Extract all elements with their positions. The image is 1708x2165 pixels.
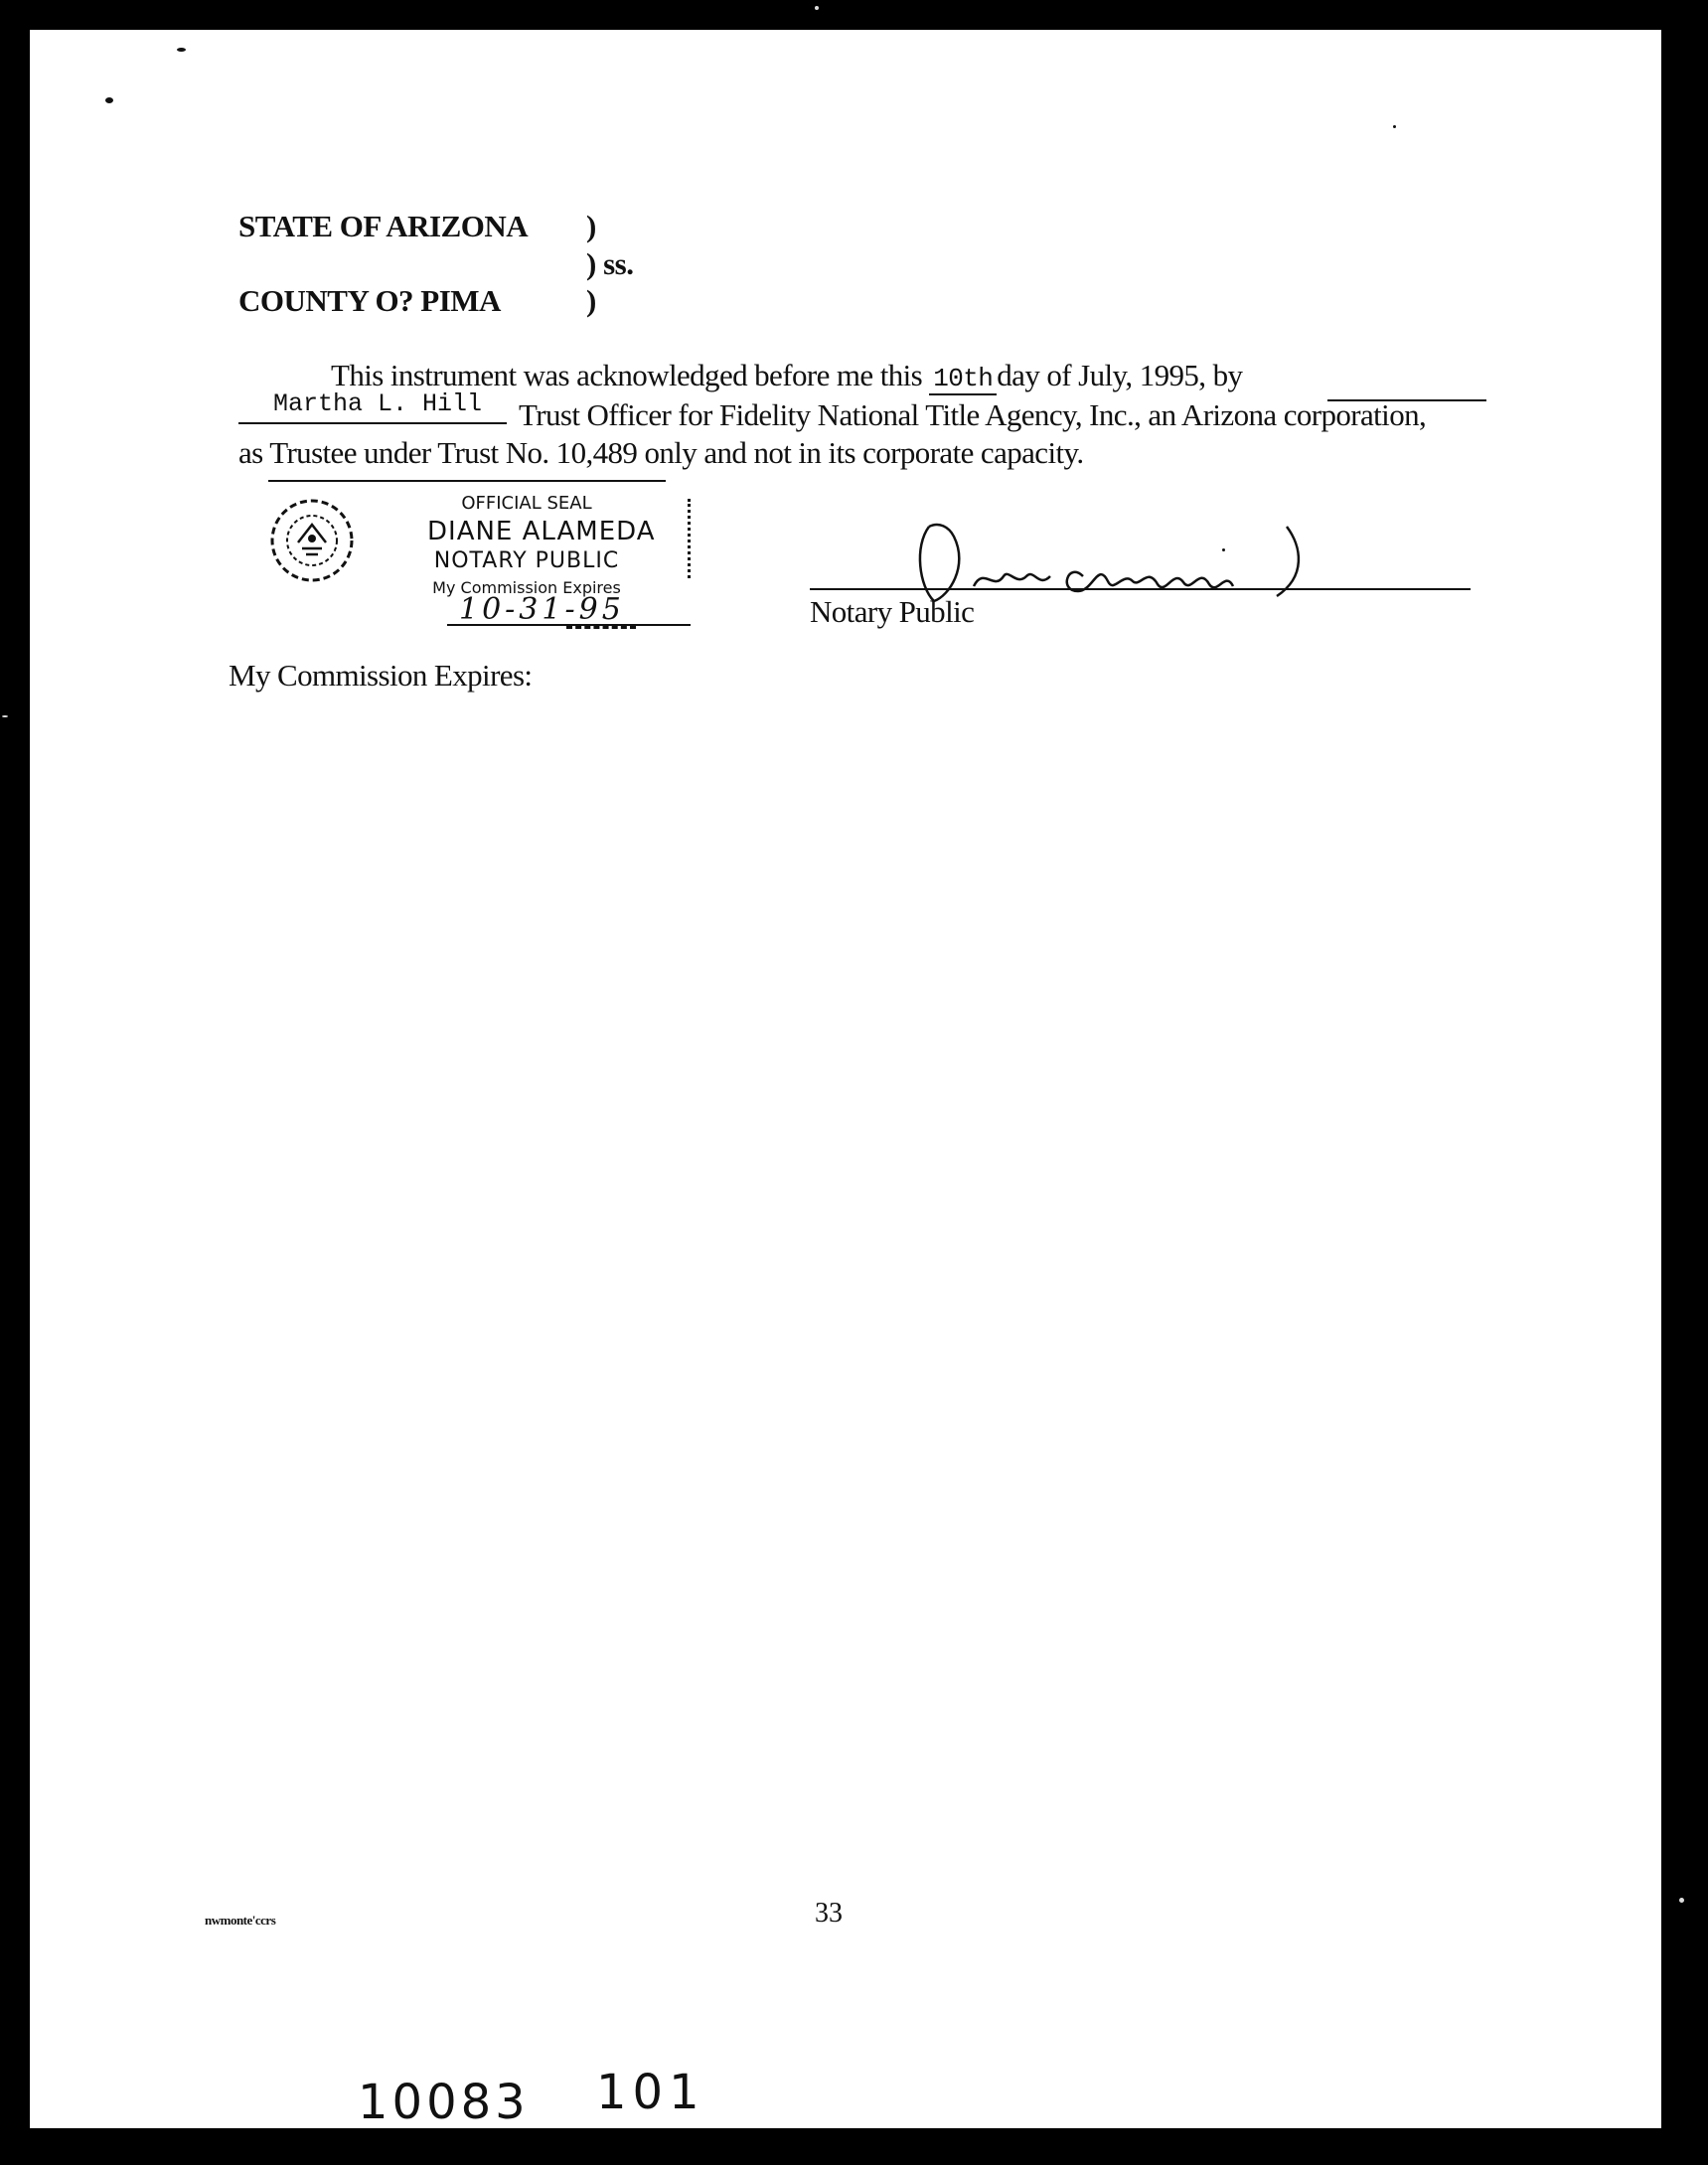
seal-commission-label: My Commission Expires <box>432 578 621 597</box>
ss-mark: ) ss. <box>586 246 634 281</box>
scan-speck <box>105 97 113 103</box>
ack-line-1-pre: This instrument was acknowledged before me this <box>331 358 923 392</box>
paren-bottom: ) <box>586 283 596 318</box>
document-page <box>30 30 1661 2128</box>
file-reference: nwmonte'ccrs <box>205 1913 276 1928</box>
recording-page: 101 <box>596 2065 705 2120</box>
ack-line-2: Trust Officer for Fidelity National Title Agency, Inc., an Arizona corporation, <box>519 397 1427 432</box>
county-heading: COUNTY O? PIMA <box>238 283 501 318</box>
border-speck <box>2 715 8 717</box>
paren-top: ) <box>586 209 596 243</box>
border-speck <box>815 6 819 10</box>
seal-label: OFFICIAL SEAL <box>461 493 592 514</box>
signer-name: Martha L. Hill <box>273 389 483 418</box>
seal-top-rule <box>268 480 666 482</box>
scan-speck <box>1393 125 1396 128</box>
scan-speck <box>177 48 186 52</box>
signature-line <box>810 588 1471 590</box>
seal-bottom-mark <box>566 626 636 629</box>
border-speck <box>1679 1898 1684 1903</box>
ack-line-3: as Trustee under Trust No. 10,489 only and not in its corporate capacity. <box>238 435 1084 470</box>
seal-emblem-icon <box>266 495 358 586</box>
page-number: 33 <box>815 1898 843 1929</box>
ack-line-1-post: day of July, 1995, by <box>997 358 1243 392</box>
signature-caption: Notary Public <box>810 594 975 629</box>
seal-title: NOTARY PUBLIC <box>433 548 620 573</box>
signer-name-line <box>238 422 507 424</box>
seal-commission-date: 10-31-95 <box>459 592 625 627</box>
recording-number: 10083 <box>358 2075 530 2130</box>
commission-expires-label: My Commission Expires: <box>229 658 533 693</box>
scan-speck <box>1222 548 1225 551</box>
seal-name: DIANE ALAMEDA <box>427 517 656 546</box>
seal-side-border <box>688 499 691 578</box>
ack-day: 10th <box>929 364 997 395</box>
state-heading: STATE OF ARIZONA <box>238 209 529 243</box>
